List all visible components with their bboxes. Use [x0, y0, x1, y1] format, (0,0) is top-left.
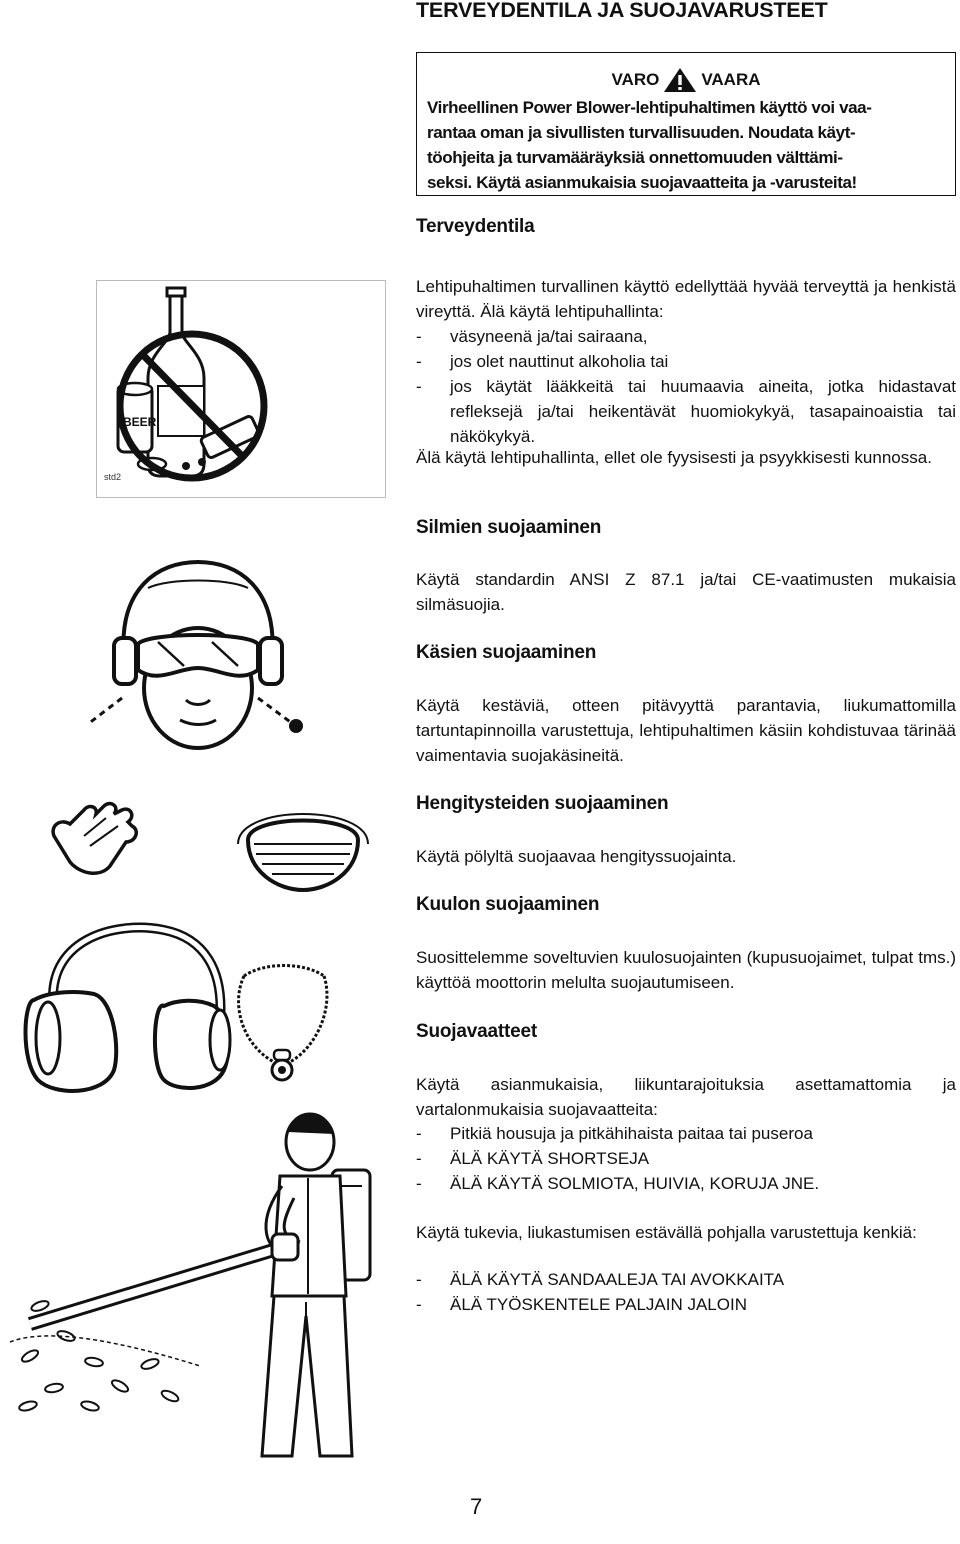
heading-breathing: Hengitysteiden suojaaminen — [416, 793, 669, 814]
list-item: - Pitkiä housuja ja pitkähihaista paitaa tai puseroa — [416, 1124, 813, 1143]
warning-header — [427, 67, 945, 93]
ear-plugs-icon — [234, 966, 334, 1086]
heading-hearing: Kuulon suojaaminen — [416, 894, 600, 915]
list-item: - ÄLÄ TYÖSKENTELE PALJAIN JALOIN — [416, 1295, 747, 1314]
eyes-text: Käytä standardin ANSI Z 87.1 ja/tai CE-vaatimusten mukaisia silmäsuojia. — [416, 570, 956, 614]
figure-caption: std2 — [104, 472, 122, 482]
warning-label-vaara: VAARA — [701, 70, 761, 89]
glove-icon — [40, 796, 150, 886]
warning-line: rantaa oman ja sivullisten turvallisuuden. Noudata käyt- — [427, 123, 856, 142]
can-label: BEER — [123, 415, 157, 429]
page-number: 7 — [470, 1494, 483, 1519]
list-item: - ÄLÄ KÄYTÄ SOLMIOTA, HUIVIA, KORUJA JNE. — [416, 1174, 820, 1193]
helmet-goggles-icon — [88, 548, 308, 748]
clothing-intro: Käytä asianmukaisia, liikuntarajoituksia asettamattomia ja vartalonmukaisia suojavaatteita: — [416, 1075, 956, 1119]
list-item: - väsyneenä ja/tai sairaana, — [416, 327, 648, 346]
warning-line: töohjeita ja turvamääräyksiä onnettomuuden välttämi- — [427, 148, 843, 167]
health-list — [416, 324, 956, 449]
no-alcohol-drugs-icon — [112, 286, 312, 496]
heading-clothing: Suojavaatteet — [416, 1021, 537, 1042]
breathing-text: Käytä pölyltä suojaavaa hengityssuojainta. — [416, 847, 737, 866]
list-item: - ÄLÄ KÄYTÄ SANDAALEJA TAI AVOKKAITA — [416, 1270, 785, 1289]
heading-eyes: Silmien suojaaminen — [416, 517, 602, 538]
warning-text — [427, 95, 945, 195]
heading-health: Terveydentila — [416, 216, 535, 237]
page-title: TERVEYDENTILA JA SUOJAVARUSTEET — [416, 0, 828, 22]
shoes-list — [416, 1267, 956, 1317]
heading-hands: Käsien suojaaminen — [416, 642, 597, 663]
list-item: - ÄLÄ KÄYTÄ SHORTSEJA — [416, 1149, 650, 1168]
shoes-intro: Käytä tukevia, liukastumisen estävällä pohjalla varustettuja kenkiä: — [416, 1223, 917, 1242]
warning-line: Virheellinen Power Blower-lehtipuhaltimen käyttö voi vaa- — [427, 98, 872, 117]
clothing-list — [416, 1121, 956, 1196]
ear-muffs-icon — [14, 920, 244, 1100]
list-item: - jos käytät lääkkeitä tai huumaavia aineita, jotka hidastavat refleksejä ja/tai heikentävät huomiokykyä, tasapainoaistia tai näkökykyä. — [416, 377, 956, 446]
health-intro: Lehtipuhaltimen turvallinen käyttö edellyttää hyvää terveyttä ja henkistä vireyttä. Älä käytä lehtipuhallinta: — [416, 277, 956, 321]
hearing-text: Suosittelemme soveltuvien kuulosuojainten (kupusuojaimet, tulpat tms.) käyttöä moottorin melulta suojautumiseen. — [416, 948, 956, 992]
dust-mask-icon — [228, 794, 378, 894]
health-outro: Älä käytä lehtipuhallinta, ellet ole fyysisesti ja psyykkisesti kunnossa. — [416, 448, 932, 467]
warning-triangle-icon — [663, 67, 697, 93]
hands-text: Käytä kestäviä, otteen pitävyyttä parantavia, liukumattomilla tartuntapinnoilla varustettuja, lehtipuhaltimen käsiin kohdistuvaa tärinää vaimentavia suojakäsineitä. — [416, 696, 956, 765]
warning-line: seksi. Käytä asianmukaisia suojavaatteita ja -varusteita! — [427, 173, 857, 192]
list-item: - jos olet nauttinut alkoholia tai — [416, 352, 669, 371]
warning-label-varo: VARO — [611, 70, 660, 89]
warning-box — [416, 52, 956, 196]
blower-operator-icon — [10, 1106, 390, 1466]
